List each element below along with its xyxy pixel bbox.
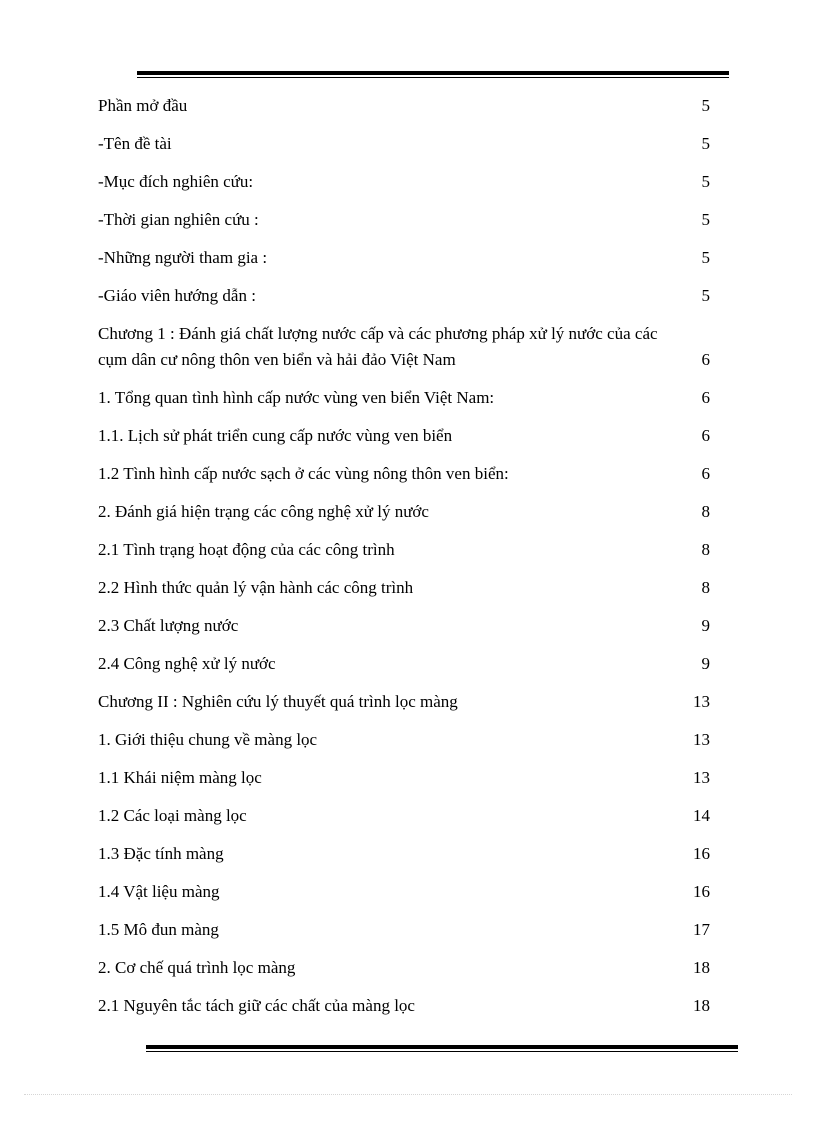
toc-entry-page: 5 — [701, 286, 710, 305]
toc-entry[interactable] — [98, 537, 710, 575]
toc-entry-page: 13 — [693, 768, 710, 787]
toc-entry[interactable] — [98, 803, 710, 841]
toc-entry[interactable] — [98, 385, 710, 423]
toc-entry-page: 6 — [701, 426, 710, 445]
footer-rule — [146, 1045, 738, 1052]
toc-entry-title: -Mục đích nghiên cứu: — [98, 172, 254, 191]
toc-entry-title: 1. Giới thiệu chung về màng lọc — [98, 730, 318, 749]
page-edge-divider — [24, 1094, 792, 1095]
toc-entry-title: Chương 1 : Đánh giá chất lượng nước cấp và các phương pháp xử lý nước của các cụm dân cư nông thôn ven biển và hải đảo Việt Nam — [98, 324, 658, 369]
toc-entry-title: 2. Cơ chế quá trình lọc màng — [98, 958, 296, 977]
toc-entry[interactable] — [98, 575, 710, 613]
toc-entry-page: 17 — [693, 920, 710, 939]
toc-entry-page: 6 — [701, 388, 710, 407]
toc-entry-title: 2.1 Tình trạng hoạt động của các công trình — [98, 540, 395, 559]
toc-entry-title: -Thời gian nghiên cứu : — [98, 210, 259, 229]
toc-entry-page: 5 — [701, 210, 710, 229]
toc-entry-title: 2.1 Nguyên tắc tách giữ các chất của màng lọc — [98, 996, 415, 1015]
toc-entry-page: 8 — [701, 502, 710, 521]
toc-entry-page: 9 — [701, 616, 710, 635]
toc-entry-page: 6 — [701, 464, 710, 483]
toc-entry-title: 2. Đánh giá hiện trạng các công nghệ xử lý nước — [98, 502, 429, 521]
toc-entry[interactable] — [98, 207, 710, 245]
toc-entry-title: -Những người tham gia : — [98, 248, 268, 267]
toc-entry-page: 14 — [693, 806, 710, 825]
toc-entry-title: Chương II : Nghiên cứu lý thuyết quá trình lọc màng — [98, 692, 458, 711]
toc-entry[interactable] — [98, 169, 710, 207]
toc-entry-page: 13 — [693, 730, 710, 749]
header-rule — [137, 71, 729, 78]
toc-entry[interactable] — [98, 93, 710, 131]
toc-entry[interactable] — [98, 651, 710, 689]
toc-entry-page: 6 — [701, 350, 710, 369]
toc-entry[interactable] — [98, 955, 710, 993]
toc-entry-title: 2.3 Chất lượng nước — [98, 616, 239, 635]
toc-entry-page: 5 — [701, 96, 710, 115]
toc-entry-title: 1.1 Khái niệm màng lọc — [98, 768, 262, 787]
toc-entry-title: -Tên đề tài — [98, 134, 172, 153]
toc-entry[interactable] — [98, 841, 710, 879]
toc-entry-page: 5 — [701, 172, 710, 191]
toc-entry[interactable] — [98, 461, 710, 499]
toc-entry[interactable] — [98, 993, 710, 1031]
toc-entry-title: 1.4 Vật liệu màng — [98, 882, 220, 901]
toc-entry[interactable] — [98, 423, 710, 461]
toc-entry-page: 8 — [701, 578, 710, 597]
toc-entry[interactable] — [98, 131, 710, 169]
toc-entry[interactable] — [98, 765, 710, 803]
toc-entry-page: 5 — [701, 134, 710, 153]
toc-entry-page: 8 — [701, 540, 710, 559]
toc-entry-title: 2.2 Hình thức quản lý vận hành các công trình — [98, 578, 414, 597]
toc-entry-title: 1.3 Đặc tính màng — [98, 844, 224, 863]
toc-entry[interactable] — [98, 727, 710, 765]
toc-entry-title: -Giáo viên hướng dẫn : — [98, 286, 256, 305]
toc-entry-title: 1.2 Các loại màng lọc — [98, 806, 247, 825]
toc-entry-chapter[interactable] — [98, 689, 710, 727]
toc-entry-page: 16 — [693, 844, 710, 863]
toc-entry-title: 1.2 Tình hình cấp nước sạch ở các vùng nông thôn ven biển: — [98, 464, 509, 483]
toc-entry-page: 9 — [701, 654, 710, 673]
toc-entry-title: 1.5 Mô đun màng — [98, 920, 219, 939]
toc-entry[interactable] — [98, 879, 710, 917]
toc-entry-page: 16 — [693, 882, 710, 901]
toc-entry-page: 18 — [693, 958, 710, 977]
toc-entry-title: 1. Tổng quan tình hình cấp nước vùng ven biển Việt Nam: — [98, 388, 495, 407]
toc-entry-title: 2.4 Công nghệ xử lý nước — [98, 654, 276, 673]
toc-entry[interactable] — [98, 613, 710, 651]
toc-entry[interactable] — [98, 245, 710, 283]
toc-entry-page: 13 — [693, 692, 710, 711]
toc-entry-title: Phần mở đầu — [98, 96, 188, 115]
toc-entry-page: 18 — [693, 996, 710, 1015]
toc-entry[interactable] — [98, 283, 710, 321]
table-of-contents — [98, 93, 710, 1031]
toc-entry-page: 5 — [701, 248, 710, 267]
toc-entry[interactable] — [98, 499, 710, 537]
toc-entry-title: 1.1. Lịch sử phát triển cung cấp nước vùng ven biển — [98, 426, 453, 445]
toc-entry[interactable] — [98, 917, 710, 955]
toc-entry-chapter[interactable] — [98, 321, 710, 385]
